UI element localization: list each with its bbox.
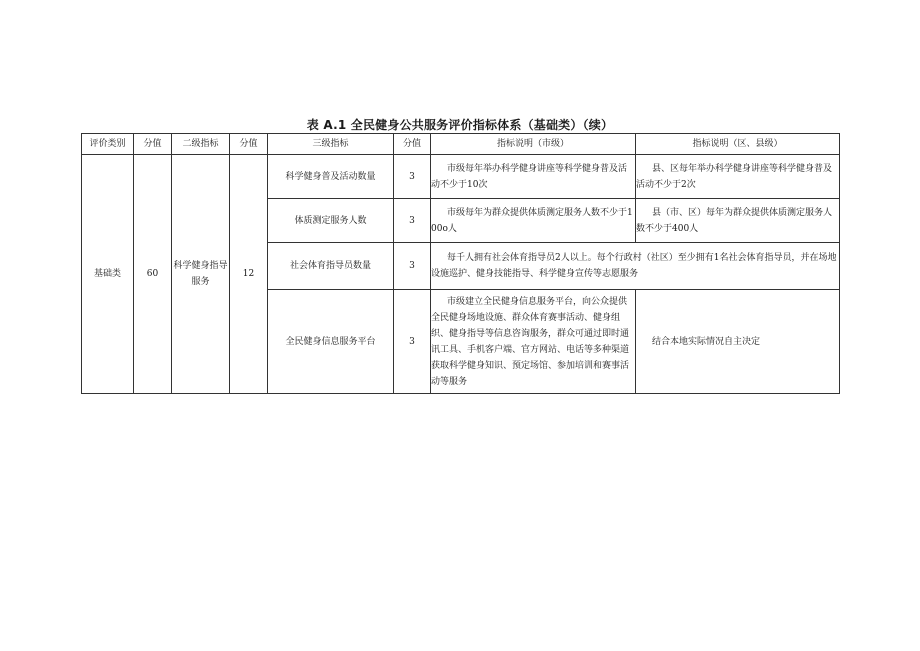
- county-desc-cell: [636, 155, 840, 199]
- indicator-cell: 全民健身信息服务平台: [268, 290, 394, 394]
- indicator-cell: 科学健身普及活动数量: [268, 155, 394, 199]
- city-desc-cell: [431, 290, 636, 394]
- indicator-cell: 体质测定服务人数: [268, 199, 394, 243]
- county-desc-cell: [636, 199, 840, 243]
- header-cell: 二级指标: [172, 134, 230, 155]
- category-cell: 基础类: [82, 155, 134, 394]
- table-row: [82, 155, 840, 199]
- header-cell: 指标说明（区、县级）: [636, 134, 840, 155]
- county-desc-text: 县（市、区）每年为群众提供体质测定服务人数不少于400人: [636, 207, 833, 234]
- merged-desc-text: 每千人拥有社会体育指导员2人以上。每个行政村（社区）至少拥有1名社会体育指导员，并在场地设施巡护、健身技能指导、科学健身宣传等志愿服务: [431, 253, 837, 279]
- city-desc-text: 市级每年为群众提供体质测定服务人数不少于100o人: [431, 207, 633, 234]
- indicator-cell: 社会体育指导员数量: [268, 243, 394, 290]
- header-cell: 评价类别: [82, 134, 134, 155]
- secondary-indicator-cell: 科学健身指导服务: [172, 155, 230, 394]
- merged-desc-cell: [431, 243, 840, 290]
- score-cell: 3: [394, 155, 431, 199]
- header-cell: 指标说明（市级）: [431, 134, 636, 155]
- secondary-score-cell: 12: [230, 155, 268, 394]
- header-cell: 三级指标: [268, 134, 394, 155]
- header-cell: 分值: [230, 134, 268, 155]
- county-desc-text: 结合本地实际情况自主决定: [652, 336, 761, 347]
- score-cell: 3: [394, 290, 431, 394]
- score-cell: 3: [394, 243, 431, 290]
- city-desc-text: 市级建立全民健身信息服务平台，向公众提供全民健身场地设施、群众体育赛事活动、健身组织、健身指导等信息咨询服务，群众可通过即时通讯工具、手机客户端、官方网站、电话等多种渠道获取科学健身知识、预定场馆、参加培训和赛事活动等服务: [431, 296, 630, 387]
- header-cell: 分值: [134, 134, 172, 155]
- category-score-cell: 60: [134, 155, 172, 394]
- header-row: [82, 134, 840, 155]
- header-cell: 分值: [394, 134, 431, 155]
- city-desc-text: 市级每年举办科学健身讲座等科学健身普及活动不少于10次: [431, 163, 628, 190]
- city-desc-cell: [431, 155, 636, 199]
- score-cell: 3: [394, 199, 431, 243]
- indicator-table: [81, 133, 840, 394]
- county-desc-cell: [636, 290, 840, 394]
- city-desc-cell: [431, 199, 636, 243]
- county-desc-text: 县、区每年举办科学健身讲座等科学健身普及活动不少于2次: [636, 163, 833, 190]
- table-title: 表 A.1 全民健身公共服务评价指标体系（基础类）（续）: [306, 118, 614, 132]
